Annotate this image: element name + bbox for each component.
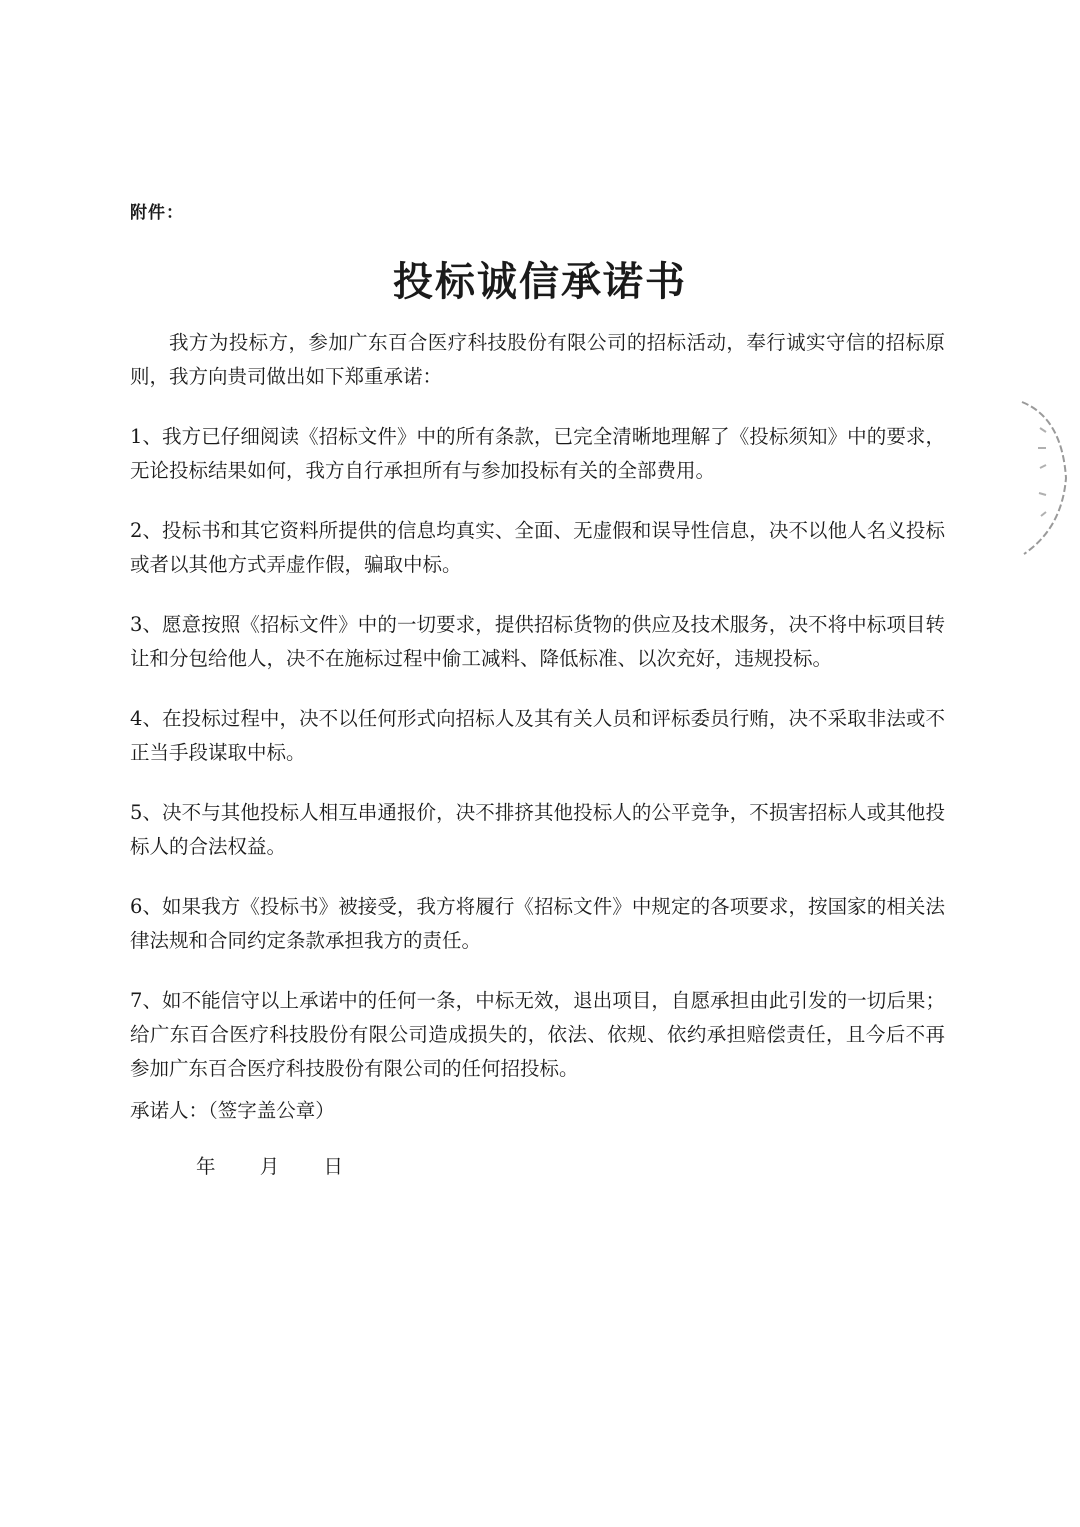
commitment-item-1: 1、我方已仔细阅读《招标文件》中的所有条款，已完全清晰地理解了《投标须知》中的要求，无论投标结果如何，我方自行承担所有与参加投标有关的全部费用。	[130, 425, 945, 482]
commitment-item-2: 2、投标书和其它资料所提供的信息均真实、全面、无虚假和误导性信息，决不以他人名义投标或者以其他方式弄虚作假，骗取中标。	[130, 519, 945, 576]
date-day-label: 日	[323, 1155, 343, 1178]
attachment-label: 附件：	[130, 203, 184, 223]
date-line	[196, 1150, 381, 1184]
document-title: 投标诚信承诺书	[393, 259, 687, 305]
date-month-label: 月	[259, 1155, 280, 1178]
date-year-label: 年	[196, 1155, 216, 1178]
intro-paragraph: 我方为投标方，参加广东百合医疗科技股份有限公司的招标活动，奉行诚实守信的招标原则，我方向贵司做出如下郑重承诺：	[130, 331, 945, 388]
commitment-item-4: 4、在投标过程中，决不以任何形式向招标人及其有关人员和评标委员行贿，决不采取非法或不正当手段谋取中标。	[130, 707, 945, 764]
commitment-item-5: 5、决不与其他投标人相互串通报价，决不排挤其他投标人的公平竞争，不损害招标人或其他投标人的合法权益。	[130, 801, 945, 858]
partial-seal-mark	[1010, 398, 1070, 558]
signature-label: 承诺人：（签字盖公章）	[130, 1099, 335, 1122]
document-body	[130, 326, 945, 1112]
commitment-item-3: 3、愿意按照《招标文件》中的一切要求，提供招标货物的供应及技术服务，决不将中标项目转让和分包给他人，决不在施标过程中偷工减料、降低标准、以次充好，违规投标。	[130, 613, 945, 670]
commitment-item-6: 6、如果我方《投标书》被接受，我方将履行《招标文件》中规定的各项要求，按国家的相关法律法规和合同约定条款承担我方的责任。	[130, 895, 945, 952]
commitment-item-7: 7、如不能信守以上承诺中的任何一条，中标无效，退出项目，自愿承担由此引发的一切后果；给广东百合医疗科技股份有限公司造成损失的，依法、依规、依约承担赔偿责任，且今后不再参加广东百合医疗科技股份有限公司的任何招投标。	[130, 989, 945, 1080]
